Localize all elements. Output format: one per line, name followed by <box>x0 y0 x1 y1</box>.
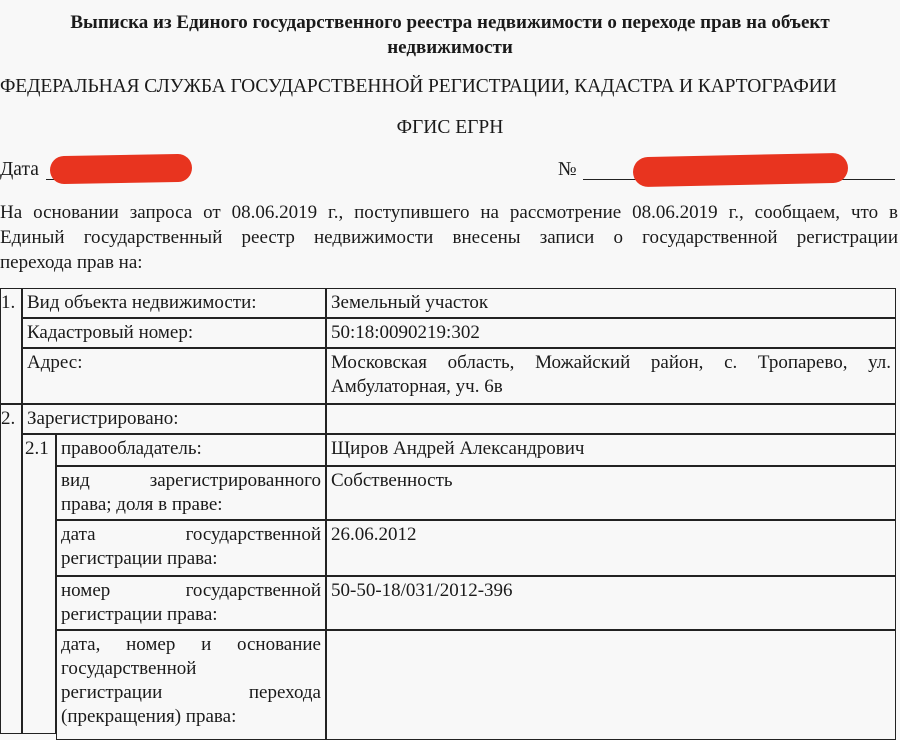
registered-label: Зарегистрировано: <box>22 404 326 434</box>
reg-date-label-line-1: дата государственной <box>61 524 321 545</box>
reg-date-label-line-2: регистрации права: <box>61 548 218 569</box>
right-type-label-line-2: права; доля в праве: <box>61 494 223 515</box>
reg-number-label-line-1: номер государственной <box>61 580 321 601</box>
agency-name: ФЕДЕРАЛЬНАЯ СЛУЖБА ГОСУДАРСТВЕННОЙ РЕГИСТРАЦИИ, КАДАСТРА И КАРТОГРАФИИ <box>0 76 837 97</box>
address-line-2: Амбулаторная, уч. 6в <box>331 376 503 397</box>
intro-line-1: На основании запроса от 08.06.2019 г., поступившего на рассмотрение 08.06.2019 г., сообщаем, что в <box>0 202 898 223</box>
reg-number-value: 50-50-18/031/2012-396 <box>326 576 896 630</box>
cadastral-value: 50:18:0090219:302 <box>326 318 896 348</box>
section-2 <box>0 404 900 734</box>
section-2-number: 2. <box>0 404 22 734</box>
address-value <box>326 348 896 404</box>
right-type-value: Собственность <box>326 466 896 520</box>
number-label: № <box>558 159 577 180</box>
cadastral-label: Кадастровый номер: <box>22 318 326 348</box>
redaction-mark-number <box>633 153 849 187</box>
registered-value <box>326 404 896 434</box>
holder-label: правообладатель: <box>56 434 326 466</box>
date-number-row <box>0 155 900 185</box>
section-1-number: 1. <box>0 288 22 404</box>
address-label: Адрес: <box>22 348 326 404</box>
holder-value: Щиров Андрей Александрович <box>326 434 896 466</box>
date-label: Дата <box>0 159 39 180</box>
title-line-2: недвижимости <box>387 37 513 58</box>
transfer-label <box>56 630 326 740</box>
system-name: ФГИС ЕГРН <box>396 117 504 138</box>
redaction-mark-date <box>50 154 192 184</box>
section-1 <box>0 288 900 404</box>
transfer-label-line-2: государственной <box>61 658 197 679</box>
reg-number-label-line-2: регистрации права: <box>61 604 218 625</box>
reg-number-label <box>56 576 326 630</box>
right-type-label-line-1: вид зарегистрированного <box>61 470 321 491</box>
reg-date-value: 26.06.2012 <box>326 520 896 576</box>
object-type-label: Вид объекта недвижимости: <box>22 288 326 318</box>
transfer-label-line-1: дата, номер и основание <box>61 634 321 655</box>
transfer-label-line-4: (прекращения) права: <box>61 706 237 727</box>
address-line-1: Московская область, Можайский район, с. Тропарево, ул. <box>331 352 891 373</box>
title-line-1: Выписка из Единого государственного реестра недвижимости о переходе прав на объект <box>70 12 830 33</box>
transfer-label-line-3: регистрации перехода <box>61 682 321 703</box>
reg-date-label <box>56 520 326 576</box>
transfer-value <box>326 630 896 740</box>
intro-paragraph <box>0 200 898 275</box>
document-title <box>10 10 890 60</box>
object-type-value: Земельный участок <box>326 288 896 318</box>
right-type-label <box>56 466 326 520</box>
intro-line-3: перехода прав на: <box>0 252 143 273</box>
intro-line-2: Единый государственный реестр недвижимости внесены записи о государственной регистрации <box>0 227 898 248</box>
subsection-2-1-number: 2.1 <box>22 434 56 734</box>
